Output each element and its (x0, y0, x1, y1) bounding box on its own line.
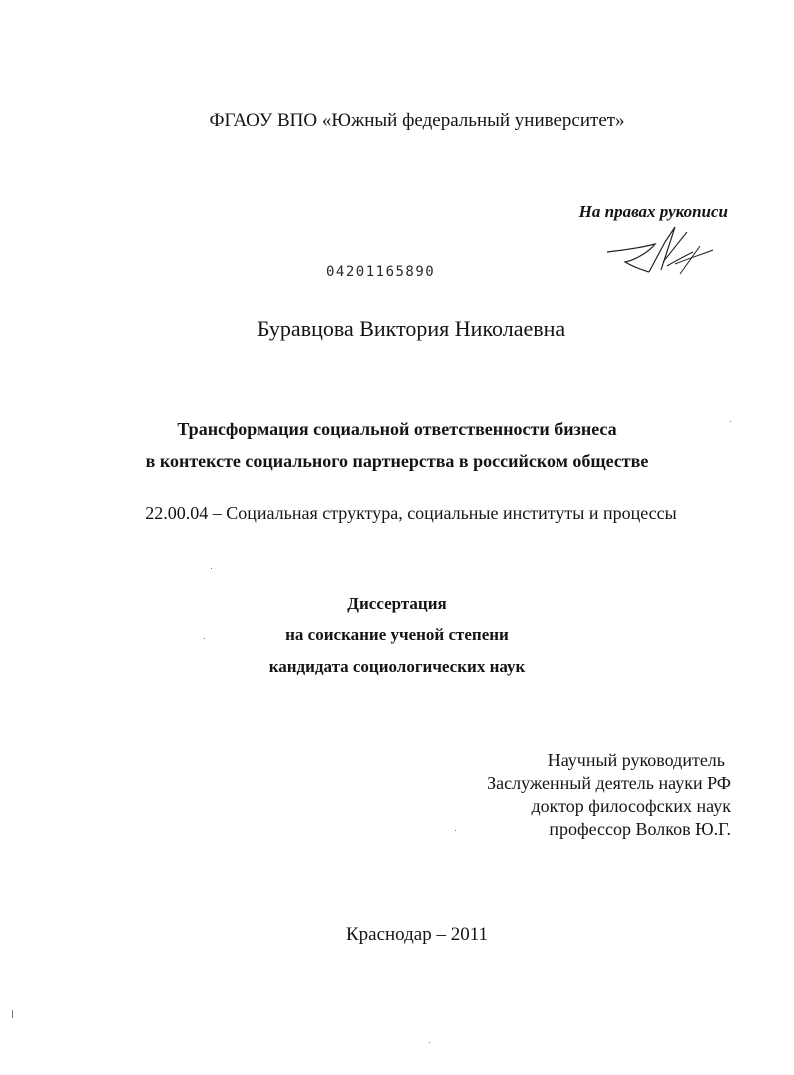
supervisor-name: профессор Волков Ю.Г. (549, 819, 731, 839)
city-year: Краснодар – 2011 (345, 924, 489, 945)
specialty-code: 22.00.04 – Социальная структура, социальные институты и процессы (145, 503, 677, 523)
degree-line: на соискание ученой степени (285, 625, 509, 644)
supervisor-degree: доктор философских наук (531, 796, 731, 816)
institution-name: ФГАОУ ВПО «Южный федеральный университет» (209, 110, 625, 131)
scan-speck (730, 421, 731, 422)
scan-speck (211, 568, 212, 569)
scan-speck (455, 830, 456, 831)
dissertation-heading: Диссертация (347, 594, 447, 613)
supervisor-block (487, 749, 731, 841)
signature-icon (605, 222, 720, 280)
manuscript-note: На правах рукописи (578, 202, 728, 221)
supervisor-honor: Заслуженный деятель науки РФ (487, 773, 731, 793)
scan-speck (12, 1010, 13, 1018)
scan-speck (429, 1042, 430, 1043)
title-line-1: Трансформация социальной ответственности бизнеса (177, 419, 617, 439)
scan-speck (204, 638, 205, 639)
supervisor-role: Научный руководитель (547, 750, 725, 770)
degree-field: кандидата социологических наук (268, 657, 526, 676)
document-number: 04201165890 (326, 264, 436, 280)
title-line-2: в контексте социального партнерства в российском обществе (145, 451, 649, 471)
author-name: Буравцова Виктория Николаевна (256, 316, 566, 341)
